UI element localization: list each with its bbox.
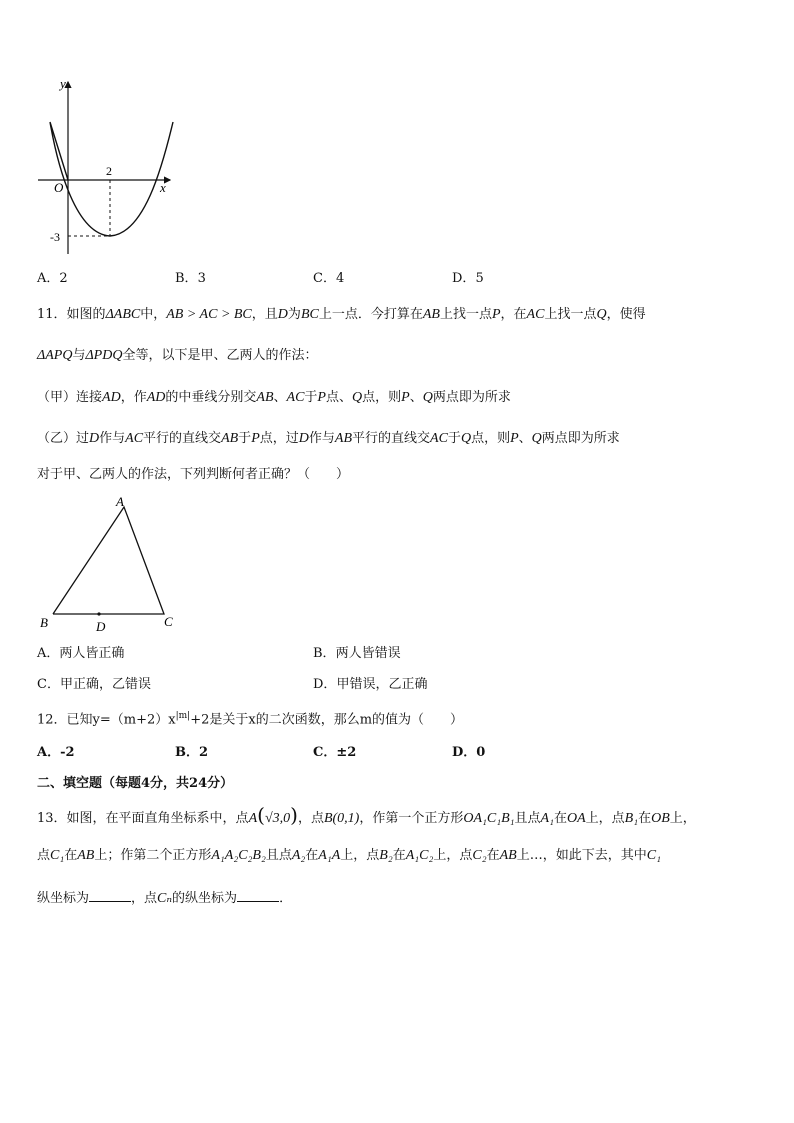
option-letter: B．: [313, 646, 336, 661]
math: OB: [651, 811, 670, 826]
q12-option-d[interactable]: [452, 744, 485, 762]
q11-line-1: [37, 306, 646, 324]
text: 全等，以下是甲、乙两人的作法：: [122, 348, 318, 363]
answer-blank-2[interactable]: [237, 889, 279, 902]
option-text: 2: [199, 745, 209, 760]
text: 两点即为所求: [432, 390, 511, 405]
text: 上，点: [433, 848, 473, 863]
text: 在: [486, 848, 500, 863]
text: 点、: [325, 390, 352, 405]
text: 上，: [669, 811, 696, 826]
option-letter: D．: [452, 745, 477, 760]
text: 与: [72, 348, 86, 363]
text: ，作: [120, 390, 147, 405]
text: 上；作第二个正方形: [94, 848, 212, 863]
text: 已知y=（m+2）x: [66, 712, 176, 728]
q11-method-yi: [37, 430, 620, 448]
math: Cₙ: [157, 891, 173, 906]
math: A₁A: [318, 848, 341, 863]
open-paren: (: [257, 803, 265, 827]
math: OA: [566, 811, 586, 826]
option-text: 4: [335, 271, 345, 286]
q11-option-d[interactable]: [313, 676, 427, 694]
text: ，在: [500, 307, 527, 322]
triangle-abc: [53, 507, 164, 614]
text: ，作第一个正方形: [359, 811, 464, 826]
point-d: [97, 612, 100, 615]
question-number: 11．: [37, 307, 67, 322]
q12-line: [37, 707, 463, 729]
math: (0,1): [332, 811, 360, 826]
text: 上，点: [585, 811, 625, 826]
text: 在: [64, 848, 78, 863]
math: P: [251, 431, 260, 446]
option-letter: A．: [37, 271, 60, 286]
q11-line-2: [37, 347, 317, 365]
math: OA₁C₁B₁: [463, 811, 515, 826]
option-letter: A．: [37, 646, 60, 661]
math: AB: [422, 307, 440, 322]
q10-option-a[interactable]: [37, 270, 68, 288]
option-letter: A．: [37, 745, 61, 760]
text: 且点: [514, 811, 541, 826]
math: B₂: [379, 848, 393, 863]
q11-option-b[interactable]: [313, 645, 401, 663]
math: P: [317, 390, 326, 405]
math: A₁C₂: [405, 848, 434, 863]
origin-label: O: [54, 180, 64, 195]
text: 平行的直线交: [352, 431, 431, 446]
math: C₁: [646, 848, 661, 863]
math: AB: [256, 390, 274, 405]
option-text: ±2: [336, 745, 357, 760]
text: 平行的直线交: [143, 431, 222, 446]
math: Q: [422, 390, 433, 405]
text: 于: [238, 431, 252, 446]
math: A₁A₂C₂B₂: [211, 848, 266, 863]
option-text: 两人皆错误: [335, 646, 401, 661]
math: AC: [286, 390, 305, 405]
math: AC: [125, 431, 144, 446]
option-letter: D．: [452, 271, 476, 286]
triangle-figure: [36, 494, 186, 634]
math: AD: [102, 390, 121, 405]
math: A: [248, 811, 258, 826]
point-label-d: D: [96, 619, 106, 634]
math: B: [323, 811, 333, 826]
option-letter: B．: [175, 745, 199, 760]
math: AB: [77, 848, 95, 863]
math: P: [491, 307, 501, 322]
text: 点，则: [471, 431, 511, 446]
text: （乙）过: [37, 431, 90, 446]
text: +2是关于x的二次函数，那么m的值为（ ）: [190, 712, 464, 728]
math: AD: [146, 390, 166, 405]
q13-line-1: [37, 803, 696, 828]
text: 两点即为所求: [541, 431, 620, 446]
text: 如图的: [66, 307, 106, 322]
text: 如图，在平面直角坐标系中，点: [66, 811, 249, 826]
text: 在: [553, 811, 567, 826]
text: 上，点: [340, 848, 380, 863]
q11-option-c[interactable]: [37, 676, 151, 694]
text: ，点: [131, 891, 158, 906]
math: A₁: [540, 811, 554, 826]
math: A₂: [291, 848, 306, 863]
vertex-label-c: C: [164, 614, 173, 629]
option-text: 甲正确，乙错误: [59, 677, 151, 692]
text: 、: [409, 390, 423, 405]
option-letter: B．: [175, 271, 198, 286]
y-axis-label: y: [60, 76, 66, 91]
x-axis-label: x: [160, 180, 166, 195]
text: 的中垂线分别交: [165, 390, 257, 405]
option-text: 3: [197, 271, 206, 286]
text: 作与: [99, 431, 126, 446]
question-number: 13．: [37, 811, 67, 826]
text: 上找一点: [439, 307, 492, 322]
math: AB: [221, 431, 239, 446]
text: ，点: [297, 811, 324, 826]
text: 上找一点: [544, 307, 597, 322]
math: AC: [526, 307, 545, 322]
text: 中，: [140, 307, 167, 322]
option-text: 甲错误，乙正确: [336, 677, 428, 692]
answer-blank-1[interactable]: [89, 889, 131, 902]
q11-option-a[interactable]: [37, 645, 124, 663]
math: ΔAPQ: [37, 348, 73, 363]
x-tick-label: 2: [106, 164, 112, 178]
parabola-graph: [30, 76, 190, 256]
exponent: |m|: [175, 711, 191, 721]
close-paren: ): [290, 803, 298, 827]
q12-option-a[interactable]: [37, 744, 75, 762]
option-text: 5: [475, 271, 484, 286]
section-heading: 二、填空题（每题4分，共24分）: [37, 776, 234, 791]
math: D: [277, 307, 288, 322]
text: 点，过: [259, 431, 299, 446]
math: ΔABC: [105, 307, 141, 322]
math: C₁: [50, 848, 65, 863]
q12-option-b[interactable]: [175, 744, 208, 762]
option-text: 两人皆正确: [59, 646, 125, 661]
text: 、: [273, 390, 287, 405]
text: 作与: [308, 431, 335, 446]
math: C₂: [472, 848, 487, 863]
math: B₁: [624, 811, 639, 826]
text: 于: [447, 431, 461, 446]
math: Q: [596, 307, 607, 322]
text: 在: [638, 811, 652, 826]
math: AB > AC > BC: [166, 307, 252, 322]
q12-option-c[interactable]: [313, 744, 356, 762]
math: Q: [531, 431, 542, 446]
option-letter: C．: [313, 271, 336, 286]
q10-option-d[interactable]: [452, 270, 484, 288]
text: ，使得: [606, 307, 646, 322]
text: 于: [304, 390, 318, 405]
math: AB: [499, 848, 517, 863]
text: 、: [518, 431, 532, 446]
text: 在: [305, 848, 319, 863]
q13-line-2: [37, 847, 661, 865]
text: 对于甲、乙两人的作法，下列判断何者正确？（ ）: [37, 467, 350, 482]
text: 在: [392, 848, 406, 863]
option-text: 0: [476, 745, 486, 760]
q10-option-b[interactable]: [175, 270, 206, 288]
vertex-label-a: A: [116, 494, 124, 509]
option-letter: C．: [37, 677, 60, 692]
math: ΔPDQ: [85, 348, 123, 363]
option-letter: D．: [313, 677, 337, 692]
math: P: [510, 431, 519, 446]
math: D: [89, 431, 100, 446]
text: 为: [287, 307, 301, 322]
text: ．: [279, 891, 293, 906]
math: BC: [300, 307, 319, 322]
option-letter: C．: [313, 745, 337, 760]
option-text: 2: [59, 271, 68, 286]
text: 点，则: [362, 390, 402, 405]
q11-question: [37, 466, 349, 484]
q13-line-3: [37, 889, 292, 908]
math: Q: [352, 390, 363, 405]
math: AB: [334, 431, 353, 446]
text: （甲）连接: [37, 390, 103, 405]
text: 上…，如此下去，其中: [516, 848, 647, 863]
option-text: -2: [60, 745, 75, 760]
text: 的纵坐标为: [172, 891, 238, 906]
math: AC: [430, 431, 448, 446]
text: 点: [37, 848, 51, 863]
text: 上一点．今打算在: [318, 307, 423, 322]
q10-option-c[interactable]: [313, 270, 344, 288]
q11-method-jia: [37, 389, 511, 407]
y-tick-label: -3: [50, 230, 60, 244]
vertex-label-b: B: [40, 615, 48, 630]
math: P: [401, 390, 410, 405]
text: 纵坐标为: [37, 891, 90, 906]
text: 且点: [265, 848, 292, 863]
text: ，且: [251, 307, 278, 322]
math: Q: [460, 431, 472, 446]
math: D: [298, 431, 309, 446]
question-number: 12．: [37, 712, 67, 728]
math: √3,0: [264, 811, 291, 826]
